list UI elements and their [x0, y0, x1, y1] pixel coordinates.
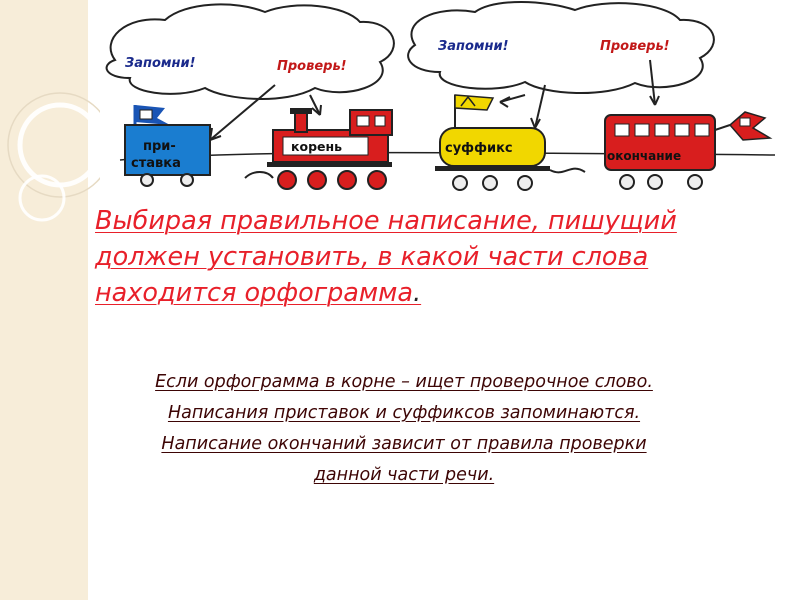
rule-line-2: Написания приставок и суффиксов запоминаются.: [167, 403, 641, 423]
cloud-right-remember: Запомни!: [438, 39, 509, 54]
car-ending: [605, 112, 770, 189]
rule-line-4: данной части речи.: [313, 465, 495, 485]
main-statement-text: Выбирая правильное написание, пишущий должен установить, в какой части слова находится орфограмма: [95, 206, 677, 308]
car-prefix-line1: при-: [143, 139, 176, 154]
car-suffix: [435, 95, 585, 190]
car-root: [245, 108, 392, 189]
main-statement-end: .: [413, 278, 422, 308]
rule-line-1: Если орфограмма в корне – ищет проверочное слово.: [155, 372, 653, 392]
car-prefix-line2: ставка: [131, 156, 181, 171]
rule-line-3: Написание окончаний зависит от правила проверки: [161, 434, 647, 454]
cloud-left-check: Проверь!: [277, 59, 347, 74]
main-statement: [95, 203, 755, 311]
car-root-label: корень: [291, 139, 343, 154]
cloud-left: [107, 4, 394, 99]
train-illustration: [95, 0, 795, 200]
cloud-right: [408, 2, 714, 93]
decor-rings: [0, 0, 100, 260]
car-suffix-label: суффикс: [445, 141, 513, 156]
rules-block: [88, 367, 720, 491]
cloud-right-check: Проверь!: [600, 39, 670, 54]
cloud-left-remember: Запомни!: [125, 56, 196, 71]
car-prefix: [125, 105, 210, 186]
car-ending-label: окончание: [607, 149, 682, 163]
